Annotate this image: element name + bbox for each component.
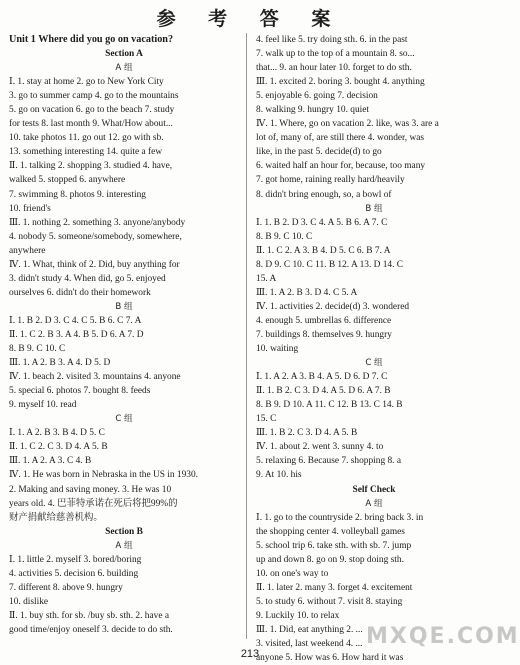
answer-line: Ⅳ. 1. beach 2. visited 3. mountains 4. anyone <box>9 372 181 383</box>
group-heading: A 组 <box>115 63 133 74</box>
answer-line: Ⅱ. 1. buy sth. for sb. /buy sb. sth. 2. have a <box>9 610 170 621</box>
answer-line: 8. B 9. C 10. C <box>9 344 66 355</box>
answer-line: Ⅳ. 1. Where, go on vacation 2. like, was 3. are a <box>256 119 439 130</box>
answer-line: 6. waited half an hour for, because, too many <box>256 161 426 172</box>
answer-line: 10. on one's way to <box>256 568 329 579</box>
answer-line: 7. walk up to the top of a mountain 8. so... <box>256 49 415 60</box>
answer-line: 7. different 8. above 9. hungry <box>9 582 123 593</box>
answer-line: Ⅰ. 1. go to the countryside 2. bring back 3. in <box>256 512 424 523</box>
answer-line: 15. C <box>256 414 277 425</box>
answer-line: 13. something interesting 14. quite a few <box>9 147 163 158</box>
answer-line: 10. friend's <box>9 203 51 214</box>
answer-line: years old. 4. 巴菲特承诺在死后将把99%的 <box>9 498 178 509</box>
page-number: 213 <box>240 648 260 660</box>
group-heading: B 组 <box>115 301 133 312</box>
answer-line: anywhere <box>9 245 46 256</box>
answer-line: Ⅳ. 1. activities 2. decide(d) 3. wondered <box>256 301 410 312</box>
answer-line: Ⅲ. 1. A 2. B 3. D 4. C 5. A <box>256 287 358 298</box>
answer-line: lot of, many of, are still there 4. wonder, was <box>256 133 425 144</box>
answer-line: Ⅲ. 1. Did, eat anything 2. ... <box>256 624 363 635</box>
section-heading: Self Check <box>352 484 396 495</box>
answer-line: 5. special 6. photos 7. bought 8. feeds <box>9 386 151 397</box>
answer-line: 5. relaxing 6. Because 7. shopping 8. a <box>256 456 402 467</box>
answer-line: Ⅱ. 1. C 2. B 3. A 4. B 5. D 6. A 7. D <box>9 329 144 340</box>
answer-line: Ⅰ. 1. stay at home 2. go to New York City <box>9 77 164 88</box>
answer-line: Ⅲ. 1. B 2. C 3. D 4. A 5. B <box>256 428 358 439</box>
answer-line: 10. dislike <box>9 596 49 607</box>
answer-line: 4. nobody 5. someone/somebody, somewhere, <box>9 231 182 242</box>
answer-line: Ⅳ. 1. He was born in Nebraska in the US in 1930. <box>9 470 199 481</box>
answer-line: 7. buildings 8. themselves 9. hungry <box>256 329 392 340</box>
group-heading: A 组 <box>365 498 383 509</box>
answer-line: good time/enjoy oneself 3. decide to do sth. <box>9 624 173 635</box>
answer-line: Ⅲ. 1. A 2. A 3. C 4. B <box>9 456 92 467</box>
answer-line: 9. myself 10. read <box>9 400 77 411</box>
answer-line: 3. didn't study 4. When did, go 5. enjoyed <box>9 273 166 284</box>
right-answer-column <box>256 33 520 665</box>
answer-line: 4. feel like 5. try doing sth. 6. in the past <box>256 35 408 45</box>
answer-line: Ⅱ. 1. C 2. A 3. B 4. D 5. C 6. B 7. A <box>256 245 391 256</box>
answer-line: 8. D 9. C 10. C 11. B 12. A 13. D 14. C <box>256 259 404 270</box>
answer-line: Ⅰ. 1. little 2. myself 3. bored/boring <box>9 554 142 565</box>
answer-line: Ⅱ. 1. later 2. many 3. forget 4. excitement <box>256 582 413 593</box>
answer-line: Ⅲ. 1. excited 2. boring 3. bought 4. anything <box>256 77 425 88</box>
answer-line: 9. Luckily 10. to relax <box>256 610 340 621</box>
answer-line: that... 9. an hour later 10. forget to do sth. <box>256 63 412 74</box>
section-heading: Section A <box>105 49 143 60</box>
answer-line: Ⅰ. 1. A 2. A 3. B 4. A 5. D 6. D 7. C <box>256 372 388 383</box>
answer-line: 7. swimming 8. photos 9. interesting <box>9 189 146 200</box>
answer-line: 9. At 10. his <box>256 470 302 481</box>
group-heading: B 组 <box>365 203 383 214</box>
answer-line: like, in the past 5. decide(d) to go <box>256 147 382 158</box>
answer-line: Ⅰ. 1. A 2. B 3. B 4. D 5. C <box>9 428 105 439</box>
answer-line: Ⅲ. 1. nothing 2. something 3. anyone/anybody <box>9 217 186 228</box>
answer-line: the shopping center 4. volleyball games <box>256 526 405 537</box>
answer-line: 8. walking 9. hungry 10. quiet <box>256 105 370 116</box>
answer-line: Ⅱ. 1. B 2. C 3. D 4. A 5. D 6. A 7. B <box>256 386 391 397</box>
group-heading: A 组 <box>115 540 133 551</box>
answer-line: 15. A <box>256 273 277 284</box>
left-answer-column <box>9 33 239 637</box>
answer-line: 7. got home, raining really hard/heavily <box>256 175 405 186</box>
answer-line: 5. school trip 6. take sth. with sb. 7. jump <box>256 540 412 551</box>
answer-line: 8. B 9. C 10. C <box>256 231 313 242</box>
answer-line: 5. enjoyable 6. going 7. decision <box>256 91 378 102</box>
answer-line: anyone 5. How was 6. How hard it was <box>256 653 404 664</box>
section-heading: Unit 1 Where did you go on vacation? <box>9 34 174 45</box>
answer-line: 8. B 9. D 10. A 11. C 12. B 13. C 14. B <box>256 400 403 411</box>
answer-line: Ⅲ. 1. A 2. B 3. A 4. D 5. D <box>9 358 111 369</box>
answer-line: Ⅱ. 1. C 2. C 3. D 4. A 5. B <box>9 442 108 453</box>
answer-line: 财产捐献给慈善机构。 <box>9 512 103 523</box>
answer-line: 8. didn't bring enough, so, a bowl of <box>256 189 392 200</box>
answer-line: 10. waiting <box>256 344 299 355</box>
answer-line: walked 5. stopped 6. anywhere <box>9 175 126 186</box>
answer-line: 4. activities 5. decision 6. building <box>9 568 139 579</box>
group-heading: C 组 <box>115 414 133 425</box>
answer-line: Ⅳ. 1. about 2. went 3. sunny 4. to <box>256 442 384 453</box>
answer-line: 3. visited, last weekend 4. ... <box>256 639 363 650</box>
section-heading: Section B <box>105 526 143 537</box>
answer-line: Ⅳ. 1. What, think of 2. Did, buy anything for <box>9 259 180 270</box>
answer-line: Ⅰ. 1. B 2. D 3. C 4. C 5. B 6. C 7. A <box>9 315 142 326</box>
group-heading: C 组 <box>365 358 383 369</box>
answer-line: 2. Making and saving money. 3. He was 10 <box>9 484 172 495</box>
answer-line: 5. to study 6. without 7. visit 8. staying <box>256 596 403 607</box>
answer-line: ourselves 6. didn't do their homework <box>9 287 151 298</box>
answer-line: 5. go on vacation 6. go to the beach 7. study <box>9 105 175 116</box>
answer-line: 4. enough 5. umbrellas 6. difference <box>256 315 392 326</box>
watermark-logo: MXQE.COM <box>366 624 520 649</box>
page-title: 参 考 答 案 <box>156 8 344 30</box>
answer-line: 3. go to summer camp 4. go to the mountains <box>9 91 179 102</box>
answer-line: for tests 8. last month 9. What/How about... <box>9 119 173 130</box>
answer-line: Ⅰ. 1. B 2. D 3. C 4. A 5. B 6. A 7. C <box>256 217 388 228</box>
column-divider <box>246 33 247 639</box>
answer-line: 10. take photos 11. go out 12. go with sb. <box>9 133 164 144</box>
answer-line: up and down 8. go on 9. stop doing sth. <box>256 554 404 565</box>
answer-line: Ⅱ. 1. talking 2. shopping 3. studied 4. have, <box>9 161 173 172</box>
